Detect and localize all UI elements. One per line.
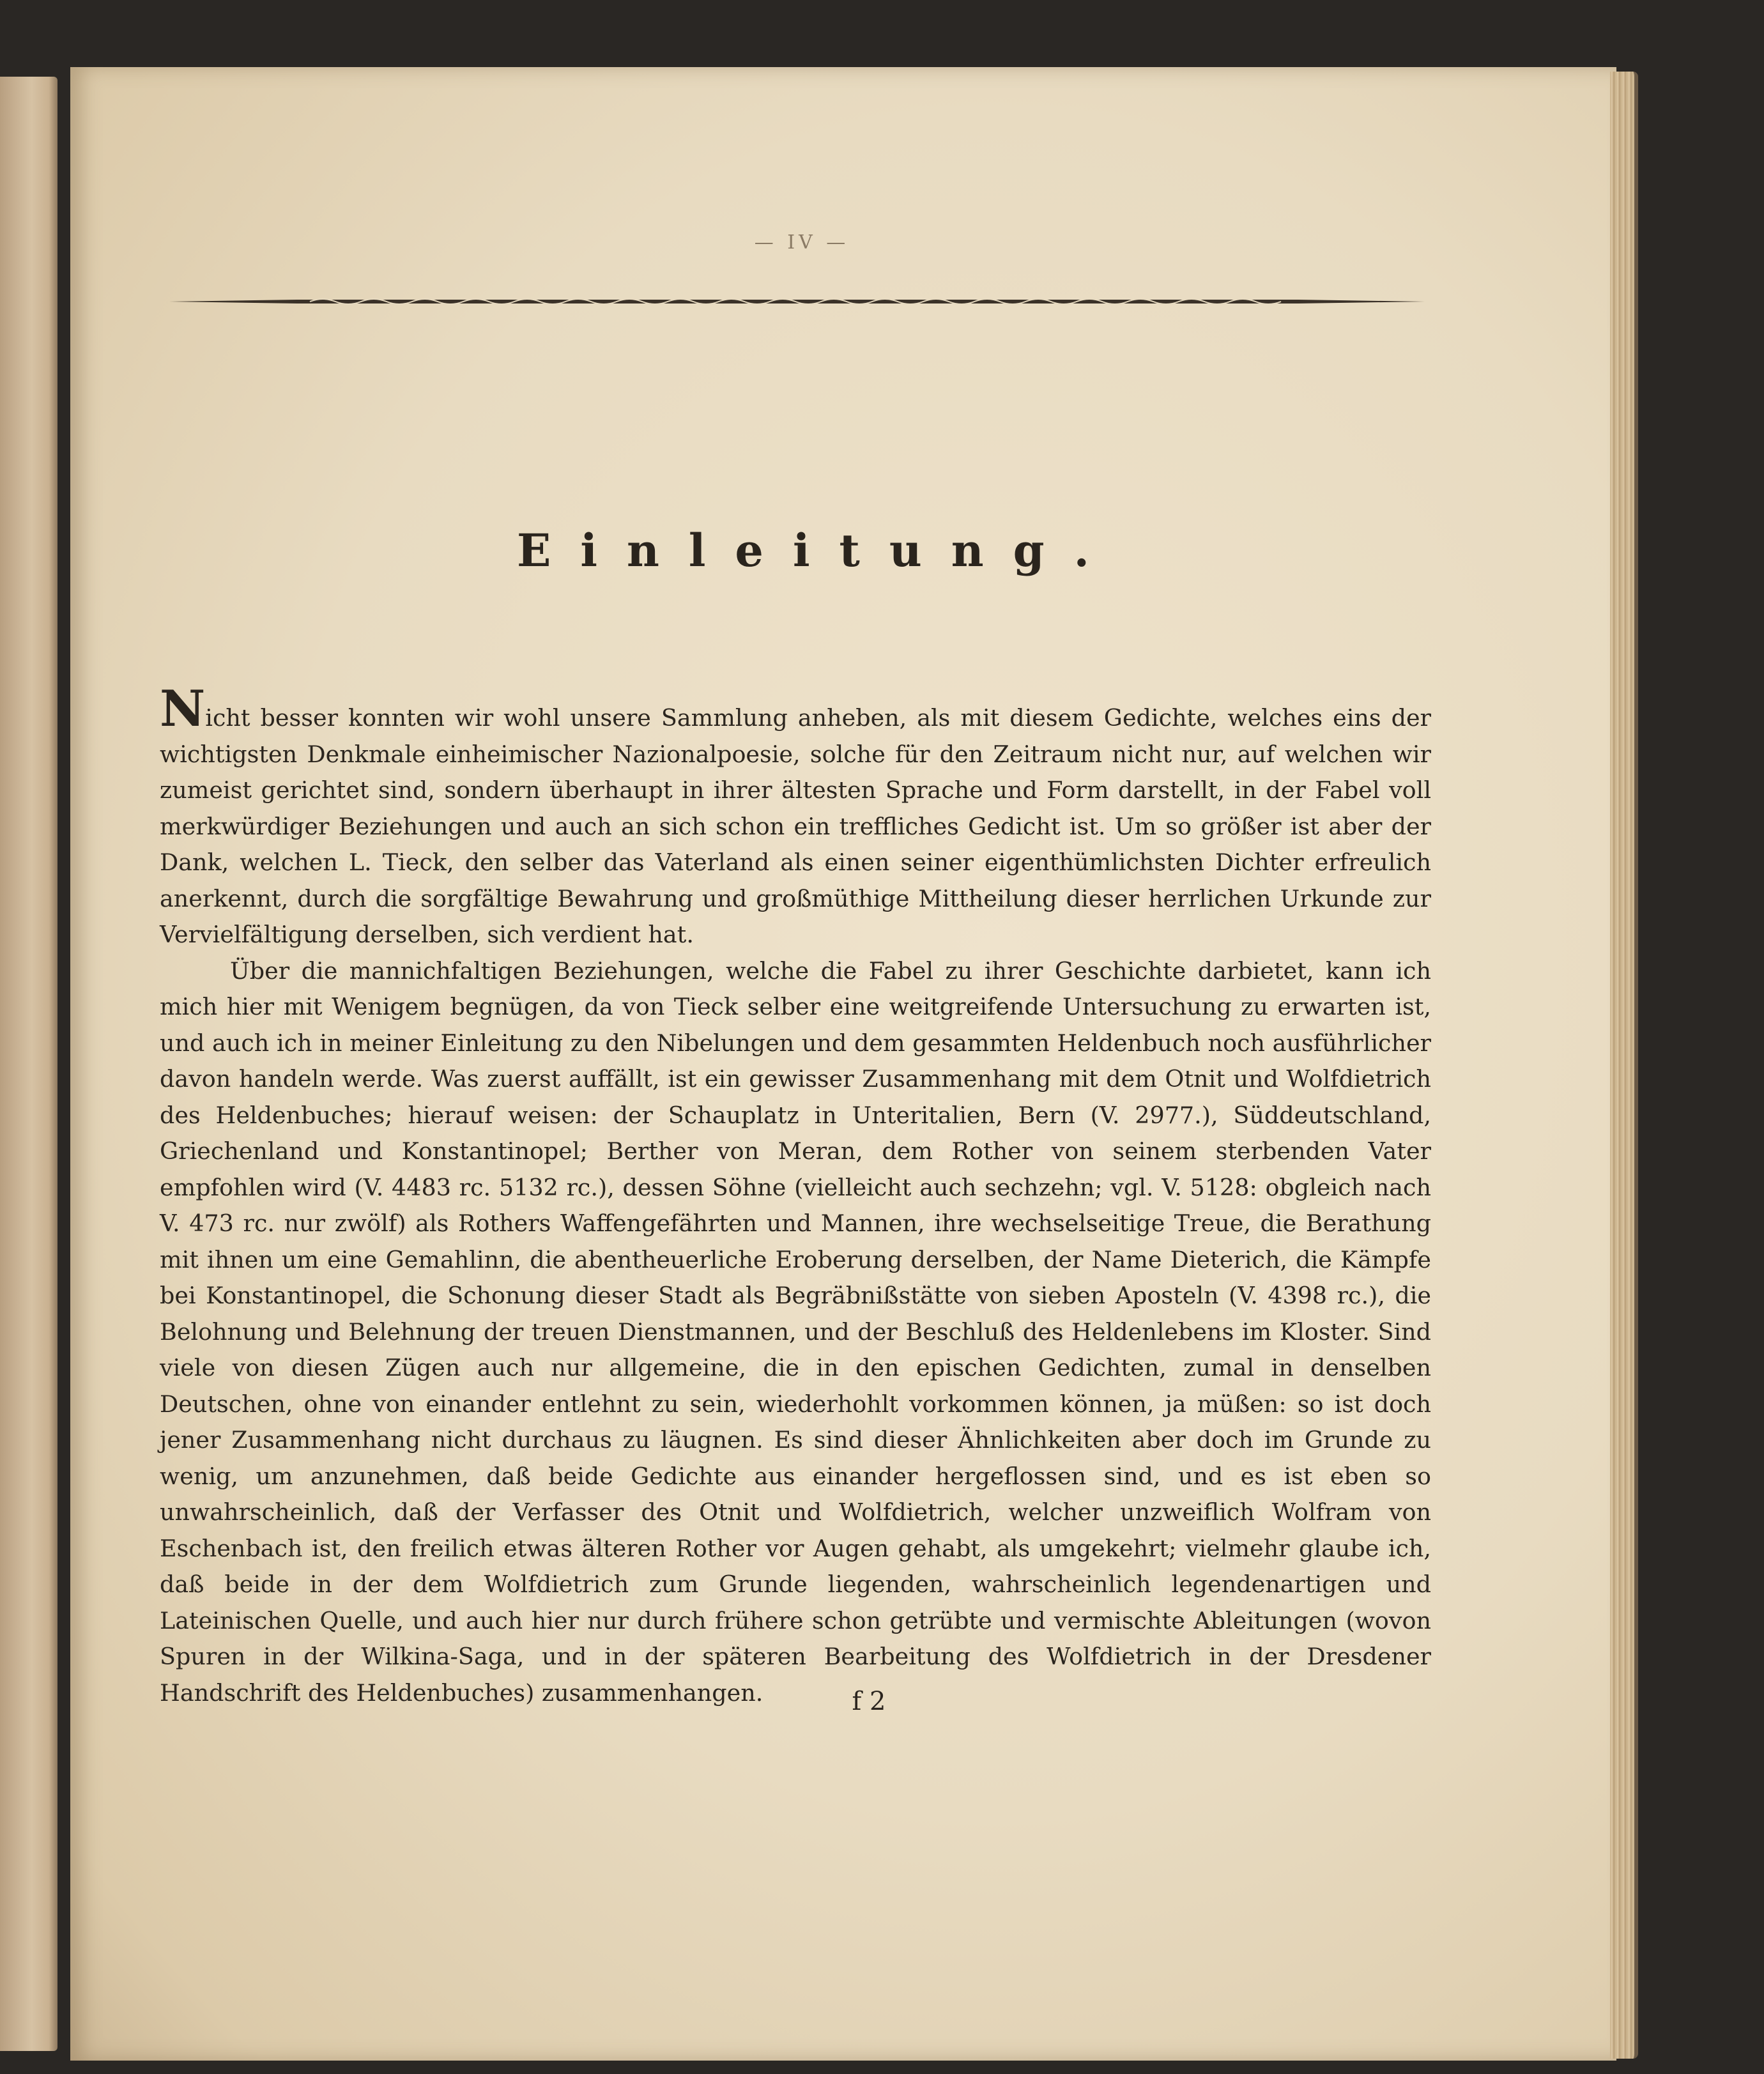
paragraph-text: icht besser konnten wir wohl unsere Sammlung anheben, als mit diesem Gedichte, welches eins der wichtigsten Denkmale einheimischer Nazionalpoesie, solche für den Zeitraum nicht nur, auf welchen wir zumeist gerichtet sind, sondern überhaupt in ihrer ältesten Sprache und Form darstellt, in der Fabel voll merkwürdiger Beziehungen und auch an sich schon ein treffliches Gedicht ist. Um so größer ist aber der Dank, welchen L. Tieck, den selber das Vaterland als einen seiner eigenthümlichsten Dichter erfreulich anerkennt, durch die sorgfältige Bewahrung und großmüthige Mittheilung dieser herrlichen Urkunde zur Vervielfältigung derselben, sich verdient hat. — [160, 704, 1431, 948]
left-page-edge — [0, 77, 58, 2051]
signature-mark: f 2 — [852, 1687, 886, 1716]
page-block-edge — [1610, 72, 1638, 2059]
body-text — [160, 680, 1431, 1711]
paragraph-1 — [160, 680, 1431, 953]
running-head: — IV — — [754, 231, 850, 254]
paragraph-text: Über die mannichfaltigen Beziehungen, welche die Fabel zu ihrer Geschichte darbietet, kann ich mich hier mit Wenigem begnügen, da von Tieck selber eine weitgreifende Untersuchung zu erwarten ist, und auch ich in meiner Einleitung zu den Nibelungen und dem gesammten Heldenbuch noch ausführlicher davon handeln werde. Was zuerst auffällt, ist ein gewisser Zusammenhang mit dem Otnit und Wolfdietrich des Heldenbuches; hierauf weisen: der Schauplatz in Unteritalien, Bern (V. 2977.), Süddeutschland, Griechenland und Konstantinopel; Berther von Meran, dem Rother von seinem sterbenden Vater empfohlen wird (V. 4483 rc. 5132 rc.), dessen Söhne (vielleicht auch sechzehn; vgl. V. 5128: obgleich nach V. 473 rc. nur zwölf) als Rothers Waffengefährten und Mannen, ihre wechselseitige Treue, die Berathung mit ihnen um eine Gemahlinn, die abentheuerliche Eroberung derselben, der Name Dieterich, die Kämpfe bei Konstantinopel, die Schonung dieser Stadt als Begräbnißstätte von sieben Aposteln (V. 4398 rc.), die Belohnung und Belehnung der treuen Dienstmannen, und der Beschluß des Heldenlebens im Kloster. Sind viele von diesen Zügen auch nur allgemeine, die in den epischen Gedichten, zumal in denselben Deutschen, ohne von einander entlehnt zu sein, wiederhohlt vorkommen können, ja müßen: so ist doch jener Zusammenhang nicht durchaus zu läugnen. Es sind dieser Ähnlichkeiten aber doch im Grunde zu wenig, um anzunehmen, daß beide Gedichte aus einander hergeflossen sind, und es ist eben so unwahrscheinlich, daß der Verfasser des Otnit und Wolfdietrich, welcher unzweiflich Wolfram von Eschenbach ist, den freilich etwas älteren Rother vor Augen gehabt, als umgekehrt; vielmehr glaube ich, daß beide in der dem Wolfdietrich zum Grunde liegenden, wahrscheinlich legendenartigen und Lateinischen Quelle, und auch hier nur durch frühere schon getrübte und vermischte Ableitungen (wovon Spuren in der Wilkina-Saga, und in der späteren Bearbeitung des Wolfdietrich in der Dresdener Handschrift des Heldenbuches) zusammenhangen. — [160, 956, 1431, 1707]
page-title: Einleitung. — [517, 524, 1119, 577]
paragraph-2 — [160, 953, 1431, 1712]
ornamental-rule — [169, 293, 1425, 311]
drop-cap: N — [160, 680, 206, 738]
